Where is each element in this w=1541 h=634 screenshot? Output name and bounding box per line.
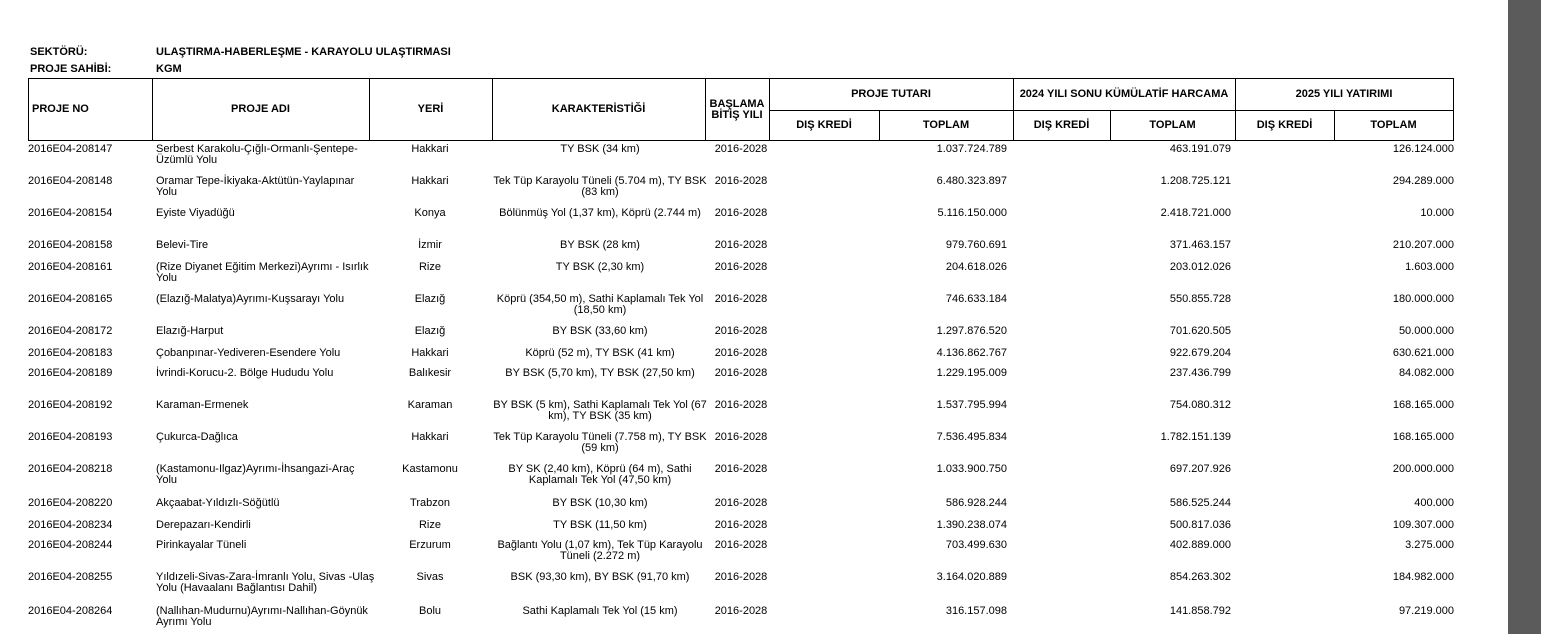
row-proje-tutari-toplam: 7.536.495.834: [936, 431, 1007, 443]
row-kumulatif-toplam: 463.191.079: [1169, 143, 1231, 155]
header-toplam-2: TOPLAM: [1149, 119, 1196, 131]
row-proje-no: 2016E04-208154: [28, 207, 113, 219]
row-yatirim-toplam: 10.000: [1420, 207, 1454, 219]
row-proje-no: 2016E04-208192: [28, 399, 113, 411]
row-yeri: Konya: [414, 207, 446, 219]
row-proje-adi: İvrindi-Korucu-2. Bölge Hududu Yolu: [156, 367, 334, 379]
row-karakteristik: Köprü (52 m), TY BSK (41 km): [525, 347, 675, 359]
row-proje-tutari-toplam: 4.136.862.767: [936, 347, 1007, 359]
row-kumulatif-toplam: 402.889.000: [1169, 539, 1231, 551]
header-divider: [1110, 110, 1111, 140]
row-proje-tutari-toplam: 746.633.184: [945, 293, 1007, 305]
header-dis-kredi-3: DIŞ KREDİ: [1256, 119, 1313, 131]
row-yeri: İzmir: [418, 239, 442, 251]
row-karakteristik: TY BSK (2,30 km): [555, 261, 645, 273]
row-yeri: Bolu: [418, 605, 442, 617]
row-yeri: Hakkari: [411, 431, 449, 443]
row-kumulatif-toplam: 586.525.244: [1169, 497, 1231, 509]
row-karakteristik: TY BSK (34 km): [560, 143, 640, 155]
row-proje-tutari-toplam: 586.928.244: [945, 497, 1007, 509]
row-proje-adi: (Kastamonu-Ilgaz)Ayrımı-İhsangazi-Araç Yolu: [156, 463, 355, 486]
row-baslama-bitis: 2016-2028: [714, 497, 768, 509]
header-divider: [152, 79, 153, 140]
row-karakteristik: BY SK (2,40 km), Köprü (64 m), Sathi Kaplamalı Tek Yol (47,50 km): [508, 463, 692, 486]
sector-label: SEKTÖRÜ:: [30, 46, 88, 58]
row-proje-tutari-toplam: 1.033.900.750: [936, 463, 1007, 475]
row-baslama-bitis: 2016-2028: [714, 293, 768, 305]
row-kumulatif-toplam: 2.418.721.000: [1160, 207, 1231, 219]
row-baslama-bitis: 2016-2028: [714, 431, 768, 443]
row-yeri: Kastamonu: [402, 463, 458, 475]
row-yeri: Karaman: [407, 399, 453, 411]
row-proje-adi: Yıldızeli-Sivas-Zara-İmranlı Yolu, Sivas -Ulaş Yolu (Havaalanı Bağlantısı Dahil): [156, 571, 375, 594]
header-dis-kredi-1: DIŞ KREDİ: [796, 119, 852, 131]
row-kumulatif-toplam: 371.463.157: [1169, 239, 1231, 251]
row-proje-tutari-toplam: 1.537.795.994: [936, 399, 1007, 411]
row-kumulatif-toplam: 1.782.151.139: [1160, 431, 1231, 443]
row-kumulatif-toplam: 854.263.302: [1169, 571, 1231, 583]
row-proje-tutari-toplam: 204.618.026: [945, 261, 1007, 273]
row-proje-adi: Karaman-Ermenek: [156, 399, 249, 411]
header-toplam-1: TOPLAM: [922, 119, 970, 131]
row-kumulatif-toplam: 922.679.204: [1169, 347, 1231, 359]
row-yatirim-toplam: 1.603.000: [1405, 261, 1454, 273]
header-yeri: YERİ: [417, 103, 444, 115]
row-karakteristik: BSK (93,30 km), BY BSK (91,70 km): [510, 571, 690, 583]
row-baslama-bitis: 2016-2028: [714, 399, 768, 411]
row-proje-adi: (Nallıhan-Mudurnu)Ayrımı-Nallıhan-Göynük Ayrımı Yolu: [156, 605, 368, 628]
row-baslama-bitis: 2016-2028: [714, 463, 768, 475]
table-header: [28, 78, 1454, 141]
sector-value: ULAŞTIRMA-HABERLEŞME - KARAYOLU ULAŞTIRMASI: [156, 46, 451, 58]
row-karakteristik: Bağlantı Yolu (1,07 km), Tek Tüp Karayolu Tüneli (2.272 m): [497, 539, 703, 562]
row-baslama-bitis: 2016-2028: [714, 207, 768, 219]
row-proje-adi: Pirinkayalar Tüneli: [156, 539, 247, 551]
row-proje-tutari-toplam: 5.116.150.000: [937, 207, 1007, 219]
row-yeri: Sivas: [416, 571, 444, 583]
header-dis-kredi-2: DIŞ KREDİ: [1033, 119, 1090, 131]
vertical-scrollbar[interactable]: [1508, 0, 1541, 634]
row-kumulatif-toplam: 697.207.926: [1169, 463, 1231, 475]
row-proje-adi: (Elazığ-Malatya)Ayrımı-Kuşsarayı Yolu: [156, 293, 345, 305]
header-kumulatif: 2024 YILI SONU KÜMÜLATİF HARCAMA: [1019, 88, 1229, 100]
row-yeri: Elazığ: [414, 293, 446, 305]
row-proje-adi: Eyiste Viyadüğü: [156, 207, 235, 219]
row-proje-adi: Çukurca-Dağlıca: [156, 431, 238, 443]
row-proje-no: 2016E04-208234: [28, 519, 113, 531]
row-proje-adi: Çobanpınar-Yediveren-Esendere Yolu: [156, 347, 341, 359]
row-yatirim-toplam: 184.982.000: [1392, 571, 1454, 583]
row-yeri: Trabzon: [410, 497, 450, 509]
header-divider: [705, 79, 706, 140]
row-proje-no: 2016E04-208172: [28, 325, 113, 337]
row-proje-tutari-toplam: 1.037.724.789: [936, 143, 1007, 155]
row-karakteristik: BY BSK (5,70 km), TY BSK (27,50 km): [505, 367, 695, 379]
row-yatirim-toplam: 3.275.000: [1405, 539, 1454, 551]
header-baslama-bitis: BAŞLAMA BİTİŞ YILI: [709, 97, 765, 121]
header-proje-no: PROJE NO: [32, 103, 89, 115]
row-yatirim-toplam: 109.307.000: [1392, 519, 1454, 531]
row-proje-no: 2016E04-208148: [28, 175, 113, 187]
row-baslama-bitis: 2016-2028: [714, 239, 768, 251]
row-kumulatif-toplam: 500.817.036: [1169, 519, 1231, 531]
row-yatirim-toplam: 168.165.000: [1392, 399, 1454, 411]
row-karakteristik: Bölünmüş Yol (1,37 km), Köprü (2.744 m): [499, 207, 701, 219]
row-proje-adi: (Rize Diyanet Eğitim Merkezi)Ayrımı - Isırlık Yolu: [156, 261, 369, 284]
header-divider: [492, 79, 493, 140]
row-proje-adi: Derepazarı-Kendirli: [156, 519, 251, 531]
row-proje-no: 2016E04-208183: [28, 347, 113, 359]
row-baslama-bitis: 2016-2028: [714, 175, 768, 187]
row-proje-no: 2016E04-208193: [28, 431, 113, 443]
row-proje-no: 2016E04-208255: [28, 571, 113, 583]
row-karakteristik: Köprü (354,50 m), Sathi Kaplamalı Tek Yol (18,50 km): [496, 293, 704, 316]
header-proje-adi: PROJE ADI: [231, 103, 290, 115]
row-proje-no: 2016E04-208165: [28, 293, 113, 305]
row-yeri: Erzurum: [409, 539, 451, 551]
row-kumulatif-toplam: 701.620.505: [1169, 325, 1231, 337]
row-baslama-bitis: 2016-2028: [714, 325, 768, 337]
row-proje-tutari-toplam: 3.164.020.889: [936, 571, 1007, 583]
row-karakteristik: Sathi Kaplamalı Tek Yol (15 km): [522, 605, 678, 617]
row-baslama-bitis: 2016-2028: [714, 519, 768, 531]
row-kumulatif-toplam: 550.855.728: [1169, 293, 1231, 305]
row-baslama-bitis: 2016-2028: [714, 261, 768, 273]
row-kumulatif-toplam: 1.208.725.121: [1160, 175, 1231, 187]
row-yatirim-toplam: 210.207.000: [1392, 239, 1454, 251]
row-baslama-bitis: 2016-2028: [714, 605, 768, 617]
owner-line: [30, 63, 182, 75]
row-baslama-bitis: 2016-2028: [714, 539, 768, 551]
row-karakteristik: BY BSK (5 km), Sathi Kaplamalı Tek Yol (67 km), TY BSK (35 km): [493, 399, 707, 422]
row-karakteristik: Tek Tüp Karayolu Tüneli (5.704 m), TY BSK (83 km): [493, 175, 707, 198]
row-proje-adi: Serbest Karakolu-Çığlı-Ormanlı-Şentepe-Üzümlü Yolu: [156, 143, 358, 166]
sector-line: [30, 46, 451, 58]
header-divider: [1334, 110, 1335, 140]
row-kumulatif-toplam: 203.012.026: [1169, 261, 1231, 273]
row-yatirim-toplam: 180.000.000: [1392, 293, 1454, 305]
row-proje-tutari-toplam: 316.157.098: [945, 605, 1007, 617]
row-yeri: Balıkesir: [408, 367, 452, 379]
owner-label: PROJE SAHİBİ:: [30, 63, 112, 75]
row-yatirim-toplam: 126.124.000: [1392, 143, 1454, 155]
header-proje-tutari: PROJE TUTARI: [851, 88, 931, 100]
row-yeri: Hakkari: [411, 347, 449, 359]
row-proje-no: 2016E04-208161: [28, 261, 113, 273]
row-proje-no: 2016E04-208158: [28, 239, 113, 251]
row-yatirim-toplam: 200.000.000: [1392, 463, 1454, 475]
header-divider: [369, 79, 370, 140]
row-karakteristik: BY BSK (10,30 km): [552, 497, 648, 509]
row-proje-no: 2016E04-208147: [28, 143, 113, 155]
row-baslama-bitis: 2016-2028: [714, 143, 768, 155]
row-proje-tutari-toplam: 703.499.630: [945, 539, 1007, 551]
row-proje-tutari-toplam: 1.297.876.520: [936, 325, 1007, 337]
row-proje-adi: Elazığ-Harput: [156, 325, 224, 337]
header-divider: [879, 110, 880, 140]
row-baslama-bitis: 2016-2028: [714, 571, 768, 583]
row-yatirim-toplam: 97.219.000: [1398, 605, 1454, 617]
row-proje-adi: Belevi-Tire: [156, 239, 209, 251]
row-yeri: Rize: [418, 261, 441, 273]
row-karakteristik: BY BSK (28 km): [560, 239, 640, 251]
row-proje-tutari-toplam: 6.480.323.897: [936, 175, 1007, 187]
row-yeri: Rize: [418, 519, 441, 531]
row-kumulatif-toplam: 141.858.792: [1169, 605, 1231, 617]
owner-value: KGM: [156, 63, 182, 75]
row-yatirim-toplam: 50.000.000: [1398, 325, 1454, 337]
row-baslama-bitis: 2016-2028: [714, 367, 768, 379]
row-yatirim-toplam: 630.621.000: [1392, 347, 1454, 359]
row-yeri: Hakkari: [411, 143, 449, 155]
row-yatirim-toplam: 168.165.000: [1392, 431, 1454, 443]
row-proje-no: 2016E04-208220: [28, 497, 113, 509]
row-proje-no: 2016E04-208264: [28, 605, 113, 617]
row-proje-adi: Akçaabat-Yıldızlı-Söğütlü: [156, 497, 280, 509]
header-karakteristigi: KARAKTERİSTİĞİ: [551, 103, 646, 115]
row-karakteristik: BY BSK (33,60 km): [552, 325, 648, 337]
row-yatirim-toplam: 294.289.000: [1392, 175, 1454, 187]
row-kumulatif-toplam: 237.436.799: [1169, 367, 1231, 379]
row-kumulatif-toplam: 754.080.312: [1169, 399, 1231, 411]
row-yeri: Hakkari: [411, 175, 449, 187]
row-yatirim-toplam: 84.082.000: [1398, 367, 1454, 379]
row-baslama-bitis: 2016-2028: [714, 347, 768, 359]
row-proje-tutari-toplam: 1.390.238.074: [936, 519, 1007, 531]
row-proje-tutari-toplam: 979.760.691: [945, 239, 1007, 251]
row-yatirim-toplam: 400.000: [1414, 497, 1454, 509]
row-proje-tutari-toplam: 1.229.195.009: [936, 367, 1007, 379]
header-toplam-3: TOPLAM: [1370, 119, 1417, 131]
row-proje-no: 2016E04-208218: [28, 463, 113, 475]
header-subdivider: [769, 110, 1453, 111]
row-proje-no: 2016E04-208244: [28, 539, 113, 551]
row-yeri: Elazığ: [414, 325, 446, 337]
row-karakteristik: Tek Tüp Karayolu Tüneli (7.758 m), TY BSK (59 km): [493, 431, 707, 454]
row-proje-no: 2016E04-208189: [28, 367, 113, 379]
row-karakteristik: TY BSK (11,50 km): [553, 519, 647, 531]
header-yatirim: 2025 YILI YATIRIMI: [1295, 88, 1393, 100]
row-proje-adi: Oramar Tepe-İkiyaka-Aktütün-Yaylapınar Yolu: [156, 175, 355, 198]
